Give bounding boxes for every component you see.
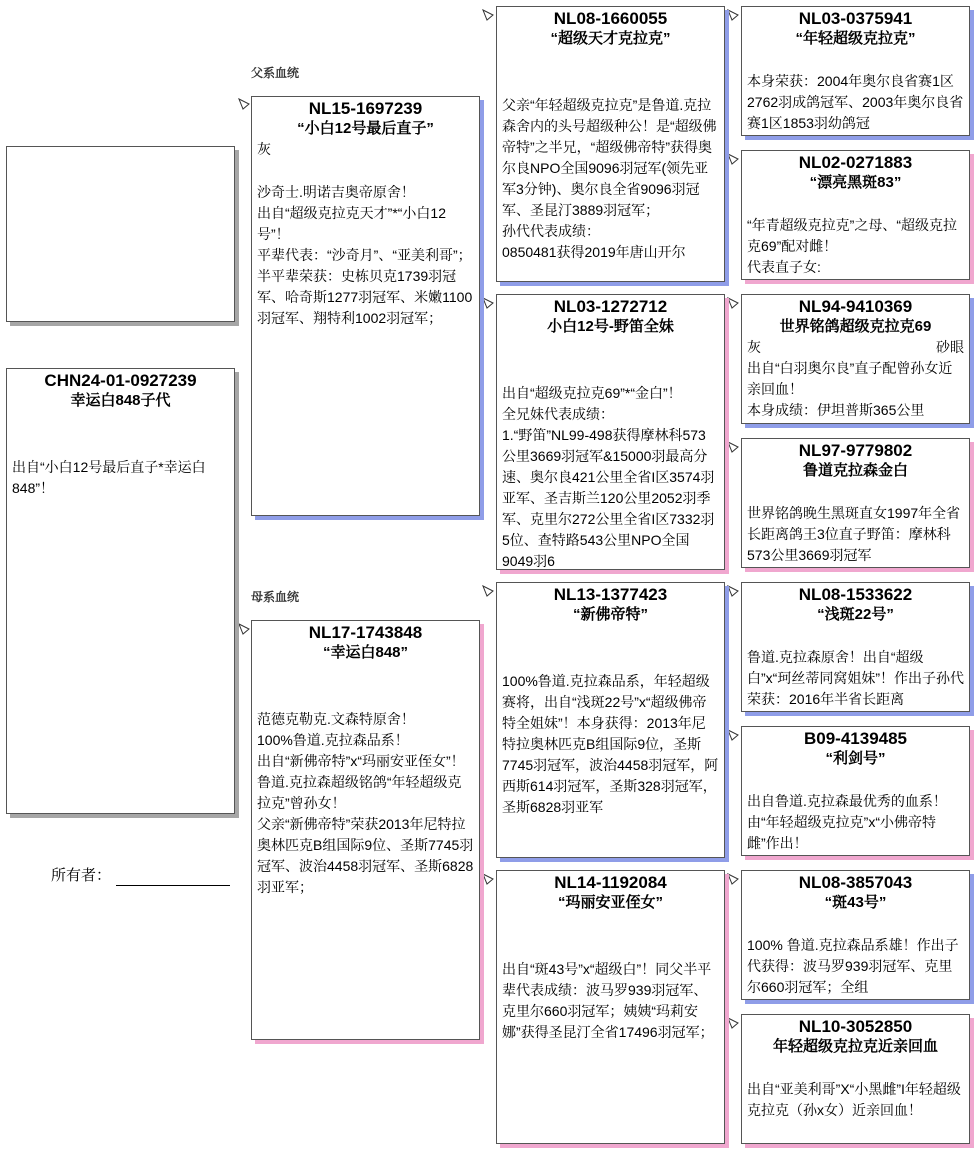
connector-arrow-icon	[726, 584, 740, 598]
sire-sire-name: “超级天才克拉克”	[550, 30, 671, 47]
dsd-ring-code: B09-4139485	[803, 729, 908, 748]
sss-name: “年轻超级克拉克”	[795, 30, 916, 47]
connector-arrow-icon	[237, 97, 251, 111]
sds-eye: 砂眼	[936, 339, 964, 355]
sire-ring-code: NL15-1697239	[308, 99, 423, 118]
dss-card[interactable]	[741, 582, 970, 712]
ddd-description: 出自“亚美利哥”X“小黑雌”I年轻超级克拉克（孙x女）近亲回血！	[747, 1081, 961, 1118]
ssd-ring-code: NL02-0271883	[798, 153, 913, 172]
dds-description: 100% 鲁道.克拉森品系雄！作出子代获得：波马罗939羽冠军、克里尔660羽冠军；全组	[747, 937, 959, 995]
sds-name: 世界铭鸽超级克拉克69	[779, 318, 932, 335]
dam-dam-card[interactable]	[496, 870, 725, 1144]
sire-card[interactable]	[251, 96, 480, 516]
sire-dam-description: 出自“超级克拉克69”*“金白”！ 全兄妹代表成绩： 1.“野笛”NL99-498获得摩林科573公里3669羽冠军&15000羽最高分速、奥尔良421公里全省I区3574羽亚军、圣吉斯兰120公里2052羽季军、克里尔272公里全省I区7332羽5位、查特路543公里NPO全国9049羽6	[502, 385, 715, 569]
connector-arrow-icon	[726, 152, 740, 166]
dam-line-label: 母系血统	[251, 590, 300, 604]
dds-name: “斑43号”	[824, 894, 887, 911]
dam-description: 范德克勒克.文森特原舍！ 100%鲁道.克拉森品系！ 出自“新佛帝特”x“玛丽安亚侄女”！ 鲁道.克拉森超级铭鸽“年轻超级克拉克”曾孙女！ 父亲“新佛帝特”荣获2013年尼特拉奥林匹克B组国际9位、圣斯7745羽冠军、波治4458羽冠军、圣斯6828羽亚军；	[257, 711, 474, 895]
pigeon-photo-placeholder[interactable]	[6, 146, 235, 322]
sire-dam-card[interactable]	[496, 294, 725, 570]
sire-sire-ring-code: NL08-1660055	[553, 9, 668, 28]
sire-description: 沙奇士.明诺吉奥帝原舍！ 出自“超级克拉克天才”*“小白12号”！ 平辈代表：“沙奇月”、“亚美利哥”； 半平辈荣获：史栋贝克1739羽冠军、哈奇斯1277羽冠军、米嫩1100羽冠军、翔特利1002羽冠军；	[257, 184, 473, 326]
ddd-ring-code: NL10-3052850	[798, 1017, 913, 1036]
dam-dam-name: “玛丽安亚侄女”	[557, 894, 663, 911]
ssd-name: “漂亮黑斑83”	[809, 174, 902, 191]
dsd-description: 出自鲁道.克拉森最优秀的血系！由“年轻超级克拉克”x“小佛帝特雌”作出！	[747, 793, 947, 851]
dam-sire-description: 100%鲁道.克拉森品系，年轻超级赛将，出自“浅斑22号”x“超级佛帝特全姐妹”！本身获得：2013年尼特拉奥林匹克B组国际9位，圣斯7745羽冠军，波治4458羽冠军，阿西斯614羽冠军，圣斯328羽冠军，圣斯6828羽亚军	[502, 673, 719, 815]
sss-ring-code: NL03-0375941	[798, 9, 913, 28]
dsd-card[interactable]	[741, 726, 970, 856]
sdd-name: 鲁道克拉森金白	[802, 462, 908, 479]
sds-ring-code: NL94-9410369	[798, 297, 913, 316]
sdd-description: 世界铭鸽晚生黑斑直女1997年全省长距离鸽王3位直子野笛：摩林科573公里3669羽冠军	[747, 505, 961, 563]
dam-name: “幸运白848”	[322, 644, 409, 661]
connector-arrow-icon	[726, 1016, 740, 1030]
dam-sire-name: “新佛帝特”	[572, 606, 648, 623]
dam-card[interactable]	[251, 620, 480, 1040]
dss-description: 鲁道.克拉森原舍！出自“超级白”x“珂丝蒂同窝姐妹”！作出子孙代荣获：2016年半省长距离	[747, 649, 964, 707]
dds-ring-code: NL08-3857043	[798, 873, 913, 892]
dam-dam-ring-code: NL14-1192084	[554, 873, 667, 892]
sire-sire-description: 父亲“年轻超级克拉克”是鲁道.克拉森舍内的头号超级种公！是“超级佛帝特”之半兄，“超级佛帝特”获得奥尔良NPO全国9096羽冠军(领先亚军3分钟)、奥尔良全省9096羽冠军、圣昆汀3889羽冠军； 孙代代表成绩： 0850481获得2019年唐山开尔	[502, 97, 717, 260]
subject-description: 出自“小白12号最后直子*幸运白848”！	[12, 459, 206, 496]
sdd-card[interactable]	[741, 438, 970, 568]
dam-sire-ring-code: NL13-1377423	[553, 585, 668, 604]
sire-dam-ring-code: NL03-1272712	[553, 297, 668, 316]
connector-arrow-icon	[726, 440, 740, 454]
subject-name: 幸运白848子代	[70, 392, 171, 409]
dam-dam-description: 出自“斑43号”x“超级白”！同父半平辈代表成绩：波马罗939羽冠军、克里尔660羽冠军；姨姨“玛莉安娜”获得圣昆汀全省17496羽冠军；	[502, 961, 714, 1040]
dss-name: “浅斑22号”	[817, 606, 894, 623]
connector-arrow-icon	[726, 872, 740, 886]
dsd-name: “利剑号”	[825, 750, 886, 767]
dss-ring-code: NL08-1533622	[798, 585, 913, 604]
connector-arrow-icon	[726, 728, 740, 742]
ddd-name: 年轻超级克拉克近亲回血	[772, 1038, 938, 1055]
owner-input-line[interactable]	[116, 885, 230, 886]
sss-card[interactable]	[741, 6, 970, 136]
sire-dam-name: 小白12号-野笛全妹	[547, 318, 674, 335]
subject-card[interactable]	[6, 368, 235, 814]
dam-sire-card[interactable]	[496, 582, 725, 858]
owner-label: 所有者：	[51, 867, 112, 884]
ddd-card[interactable]	[741, 1014, 970, 1144]
connector-arrow-icon	[237, 622, 251, 636]
sds-card[interactable]	[741, 294, 970, 424]
sss-description: 本身荣获：2004年奥尔良省赛1区2762羽成鸽冠军、2003年奥尔良省赛1区1853羽幼鸽冠	[747, 73, 964, 131]
sire-sire-card[interactable]	[496, 6, 725, 282]
sdd-ring-code: NL97-9779802	[798, 441, 913, 460]
connector-arrow-icon	[481, 8, 495, 22]
ssd-card[interactable]	[741, 150, 970, 280]
ssd-description: “年青超级克拉克”之母、“超级克拉克69”配对雌！ 代表直子女:	[747, 217, 957, 275]
connector-arrow-icon	[481, 872, 495, 886]
subject-ring-code: CHN24-01-0927239	[44, 371, 197, 390]
connector-arrow-icon	[481, 584, 495, 598]
sire-name: “小白12号最后直子”	[297, 120, 434, 137]
dam-ring-code: NL17-1743848	[308, 623, 423, 642]
sds-color: 灰	[747, 339, 761, 355]
connector-arrow-icon	[726, 296, 740, 310]
sds-description: 出自“白羽奥尔良”直子配曾孙女近亲回血！ 本身成绩：伊坦普斯365公里	[747, 360, 953, 418]
dds-card[interactable]	[741, 870, 970, 1000]
sire-color: 灰	[257, 141, 271, 157]
connector-arrow-icon	[726, 8, 740, 22]
sire-line-label: 父系血统	[251, 66, 300, 80]
connector-arrow-icon	[481, 296, 495, 310]
